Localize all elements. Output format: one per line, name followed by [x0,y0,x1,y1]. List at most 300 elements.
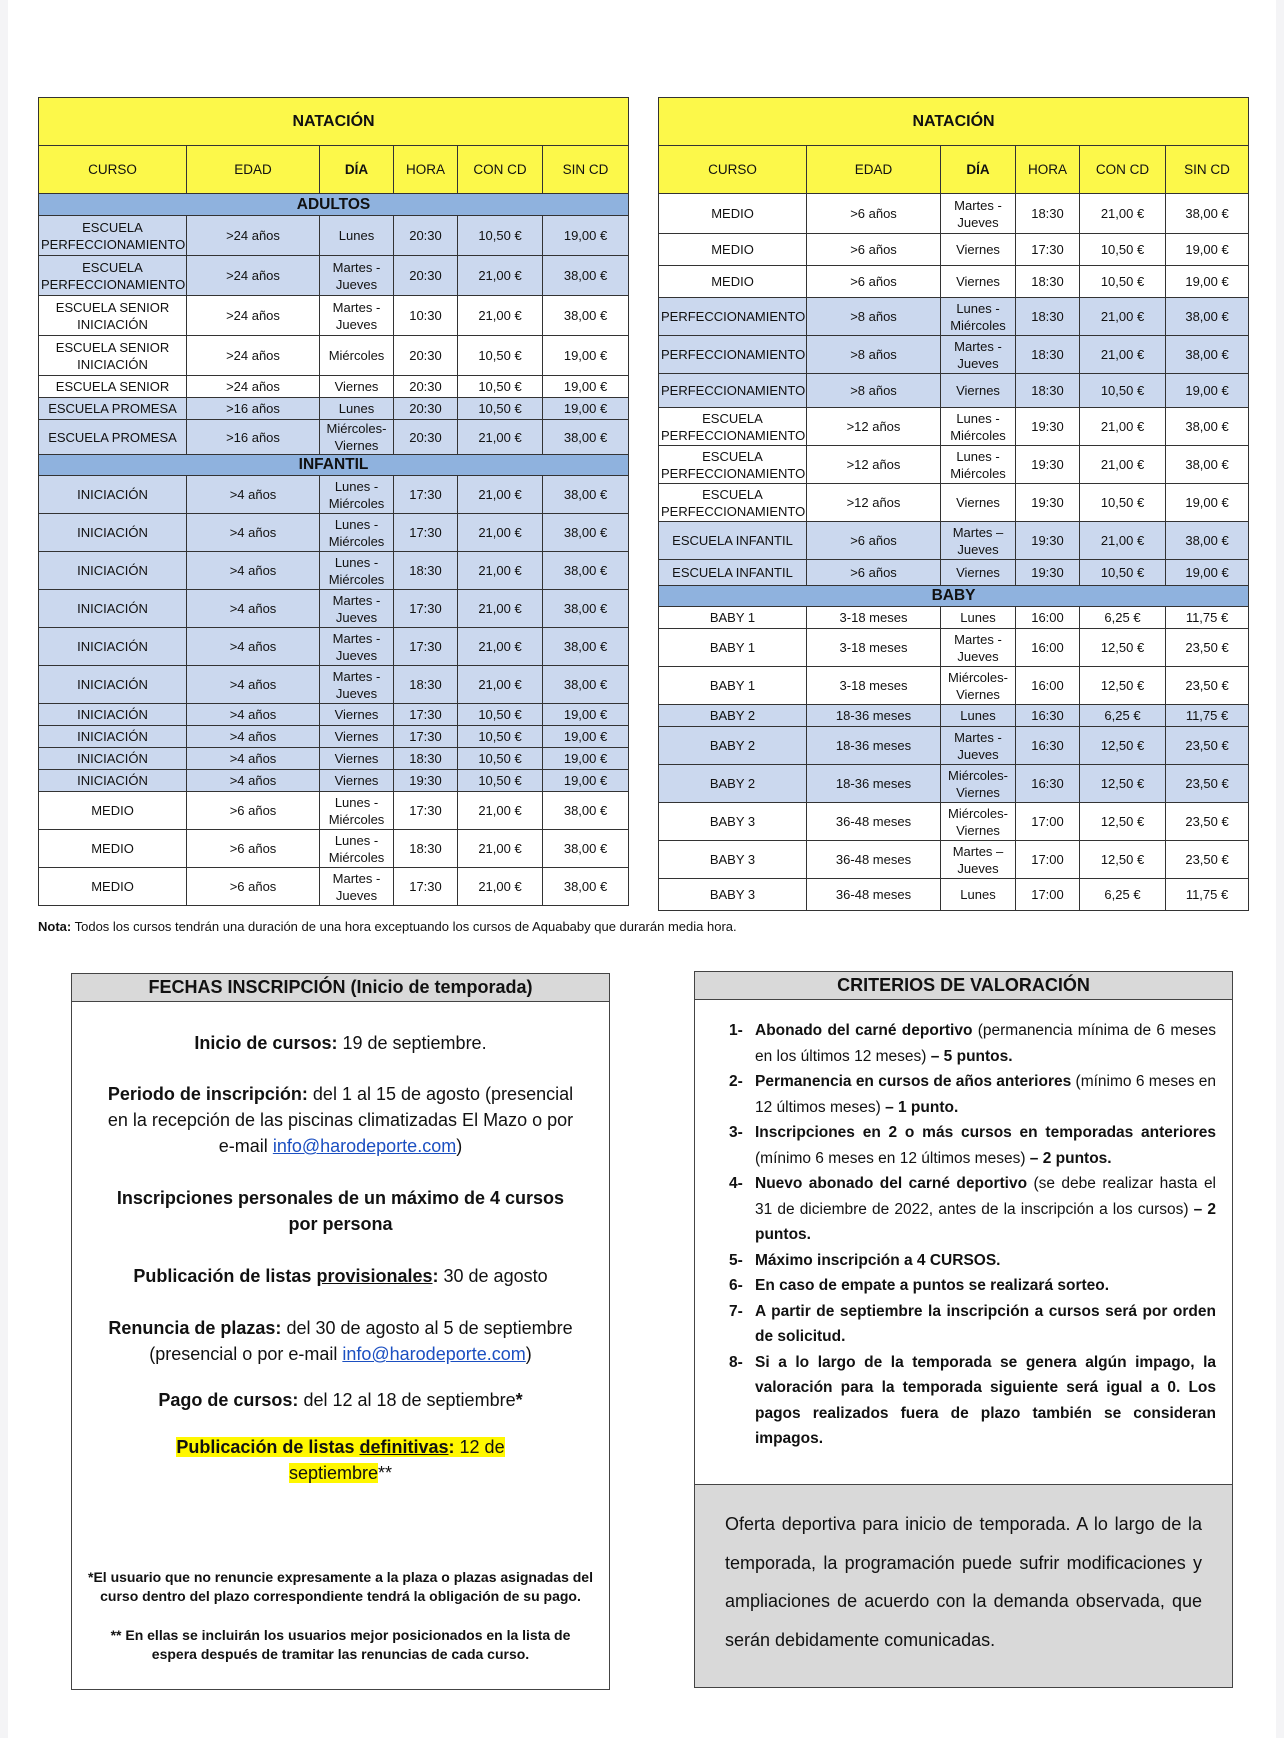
cell-dia: Lunes - Miércoles [941,446,1016,484]
cell-curso: BABY 2 [659,705,807,727]
criteria-number: 3- [729,1124,743,1141]
table-row [659,803,1249,841]
cell-curso: INICIACIÓN [39,704,187,726]
cell-dia: Viernes [941,234,1016,266]
column-header: SIN CD [1166,146,1249,194]
provisional-word: provisionales [316,1266,433,1286]
cell-dia: Martes - Jueves [320,296,394,336]
criteria-number: 7- [729,1302,743,1320]
cell-hora: 16:00 [1016,607,1080,629]
cell-curso: MEDIO [39,830,187,868]
cell-dia: Viernes [320,770,394,792]
provisional-label: Publicación de listas [133,1266,312,1286]
cell-dia: Lunes - Miércoles [320,792,394,830]
cell-hora: 19:30 [1016,522,1080,560]
cell-con: 21,00 € [458,552,543,590]
criteria-item [695,1248,1232,1274]
cell-curso: INICIACIÓN [39,770,187,792]
definitive-colon: : [448,1437,455,1457]
cell-dia: Lunes - Miércoles [320,552,394,590]
cell-edad: >4 años [187,726,320,748]
cell-hora: 16:30 [1016,705,1080,727]
course-payment-label: Pago de cursos: [158,1390,299,1410]
cell-con: 10,50 € [458,748,543,770]
cell-curso: INICIACIÓN [39,628,187,666]
cell-dia: Lunes [941,705,1016,727]
table-row [39,552,629,590]
cell-hora: 19:30 [1016,408,1080,446]
cell-edad: >6 años [807,560,941,586]
cell-curso: ESCUELA SENIOR INICIACIÓN [39,336,187,376]
cell-con: 12,50 € [1080,765,1166,803]
cell-sin: 23,50 € [1166,629,1249,667]
course-start-value: 19 de septiembre. [342,1033,487,1053]
cell-con: 12,50 € [1080,727,1166,765]
cell-hora: 17:00 [1016,841,1080,879]
cell-sin: 23,50 € [1166,765,1249,803]
table-row [659,374,1249,408]
cell-edad: >16 años [187,398,320,420]
cell-sin: 38,00 € [1166,446,1249,484]
cell-con: 21,00 € [1080,522,1166,560]
cell-sin: 38,00 € [543,296,629,336]
cell-hora: 20:30 [394,216,458,256]
cell-dia: Viernes [320,726,394,748]
cell-hora: 17:30 [394,628,458,666]
cell-con: 21,00 € [458,256,543,296]
cell-hora: 20:30 [394,398,458,420]
cell-hora: 16:00 [1016,667,1080,705]
table-row [659,194,1249,234]
cell-curso: ESCUELA PERFECCIONAMIENTO [39,256,187,296]
table-row [39,748,629,770]
cell-con: 6,25 € [1080,607,1166,629]
cell-curso: BABY 2 [659,727,807,765]
provisional-value: 30 de agosto [443,1266,548,1286]
cell-edad: >8 años [807,298,941,336]
cell-dia: Martes - Jueves [320,628,394,666]
cell-dia: Martes - Jueves [320,256,394,296]
cell-con: 21,00 € [458,628,543,666]
note-label: Nota: [38,919,72,934]
cell-curso: INICIACIÓN [39,726,187,748]
cell-sin: 23,50 € [1166,841,1249,879]
cell-hora: 17:30 [394,514,458,552]
cell-curso: PERFECCIONAMIENTO [659,336,807,374]
cell-curso: ESCUELA PROMESA [39,420,187,455]
cell-dia: Miércoles-Viernes [941,765,1016,803]
cell-con: 21,00 € [458,666,543,704]
column-header: SIN CD [543,146,629,194]
footnote-1: *El usuario que no renuncie expresamente a la plaza o plazas asignadas del curso dentro del plazo correspondiente tendrá la obligación de su pago. [88,1569,593,1604]
criteria-number: 6- [729,1277,743,1294]
column-header: EDAD [187,146,320,194]
cell-dia: Martes - Jueves [320,868,394,906]
criteria-points: – 2 puntos. [1029,1149,1112,1167]
evaluation-criteria-title: CRITERIOS DE VALORACIÓN [695,972,1232,1000]
definitive-label: Publicación de listas [176,1437,355,1457]
cell-curso: ESCUELA SENIOR [39,376,187,398]
cell-edad: >4 años [187,770,320,792]
cell-hora: 17:00 [1016,803,1080,841]
cell-con: 10,50 € [458,398,543,420]
cell-sin: 38,00 € [1166,336,1249,374]
cell-curso: INICIACIÓN [39,552,187,590]
cell-edad: >6 años [807,234,941,266]
table-title: NATACIÓN [39,98,629,146]
criteria-bold: Permanencia en cursos de años anteriores [755,1073,1072,1090]
schedule-table-left [38,97,629,906]
column-header: DÍA [320,146,394,194]
cell-con: 21,00 € [1080,336,1166,374]
section-header: INFANTIL [39,455,629,476]
cell-edad: >4 años [187,666,320,704]
cell-hora: 18:30 [1016,266,1080,298]
criteria-detail: (mínimo 6 meses en 12 últimos meses) [755,1073,1216,1116]
cell-dia: Martes - Jueves [941,336,1016,374]
offer-text: Oferta deportiva para inicio de temporada. A lo largo de la temporada, la programación puede sufrir modificaciones y ampliaciones de acuerdo con la demanda observada, que serán debidamente comunicadas. [695,1484,1232,1687]
table-row [659,336,1249,374]
criteria-detail: (permanencia mínima de 6 meses en los últimos 12 meses) [755,1022,1216,1065]
criteria-bold: Si a lo largo de la temporada se genera algún impago, la valoración para la temporada siguiente será igual a 0. Los pagos realizados fuera de plazo también se consideran impagos. [755,1353,1216,1447]
cell-sin: 11,75 € [1166,607,1249,629]
cell-con: 21,00 € [458,514,543,552]
cell-hora: 17:30 [394,726,458,748]
table-row [39,704,629,726]
cell-hora: 16:00 [1016,629,1080,667]
criteria-bold: A partir de septiembre la inscripción a cursos será por orden de solicitud. [755,1302,1216,1345]
cell-con: 21,00 € [458,830,543,868]
column-header: CURSO [659,146,807,194]
close-paren: ) [456,1136,463,1156]
cell-hora: 18:30 [394,666,458,704]
criteria-bold: En caso de empate a puntos se realizará sorteo. [755,1277,1110,1294]
cell-curso: MEDIO [39,868,187,906]
evaluation-criteria-box [694,971,1233,1688]
cell-dia: Miércoles-Viernes [941,667,1016,705]
column-header: EDAD [807,146,941,194]
cell-con: 6,25 € [1080,879,1166,911]
cell-edad: 36-48 meses [807,879,941,911]
cell-sin: 19,00 € [543,704,629,726]
cell-con: 21,00 € [1080,446,1166,484]
cell-hora: 18:30 [1016,374,1080,408]
cell-dia: Viernes [320,376,394,398]
cell-con: 10,50 € [458,726,543,748]
cell-sin: 38,00 € [1166,408,1249,446]
cell-sin: 38,00 € [543,830,629,868]
cell-hora: 17:30 [394,868,458,906]
cell-dia: Martes - Jueves [320,590,394,628]
criteria-item [695,1069,1232,1120]
cell-sin: 38,00 € [543,476,629,514]
cell-con: 21,00 € [1080,298,1166,336]
cell-dia: Viernes [941,266,1016,298]
cell-dia: Martes – Jueves [941,841,1016,879]
footnote-2: ** En ellas se incluirán los usuarios mejor posicionados en la lista de espera después de tramitar las renuncias de cada curso. [110,1627,571,1662]
cell-sin: 23,50 € [1166,727,1249,765]
cell-con: 12,50 € [1080,803,1166,841]
cell-hora: 19:30 [394,770,458,792]
document-page [8,0,1276,1738]
cell-con: 21,00 € [1080,408,1166,446]
definitive-word: definitivas [359,1437,449,1457]
course-start [106,1030,576,1056]
criteria-number: 1- [729,1022,743,1039]
cell-sin: 38,00 € [543,792,629,830]
cell-edad: >24 años [187,376,320,398]
cell-con: 12,50 € [1080,667,1166,705]
cell-hora: 20:30 [394,376,458,398]
cell-con: 10,50 € [1080,266,1166,298]
cell-hora: 18:30 [394,830,458,868]
cell-hora: 17:30 [394,476,458,514]
cell-dia: Lunes [320,398,394,420]
cell-dia: Lunes [941,879,1016,911]
table-row [39,376,629,398]
cell-hora: 17:30 [394,792,458,830]
cell-curso: INICIACIÓN [39,514,187,552]
cell-dia: Martes - Jueves [320,666,394,704]
cell-edad: >24 años [187,336,320,376]
criteria-number: 2- [729,1073,743,1090]
criteria-list [695,1018,1232,1452]
cell-sin: 19,00 € [543,748,629,770]
table-row [659,484,1249,522]
criteria-points: – 5 puntos. [930,1047,1013,1065]
table-row [659,234,1249,266]
cell-dia: Martes - Jueves [941,629,1016,667]
email-link-2[interactable]: info@harodeporte.com [342,1344,526,1364]
cell-hora: 19:30 [1016,446,1080,484]
cell-hora: 19:30 [1016,484,1080,522]
table-row [659,705,1249,727]
cell-con: 10,50 € [458,376,543,398]
table-row [659,298,1249,336]
cell-edad: >16 años [187,420,320,455]
cell-con: 10,50 € [458,216,543,256]
cell-hora: 16:30 [1016,765,1080,803]
criteria-number: 8- [729,1353,743,1371]
cell-edad: >4 años [187,552,320,590]
cell-con: 12,50 € [1080,629,1166,667]
criteria-item [695,1018,1232,1069]
cell-curso: ESCUELA PERFECCIONAMIENTO [39,216,187,256]
enrollment-dates-box [71,973,610,1690]
cell-sin: 38,00 € [543,628,629,666]
enrollment-period [106,1081,576,1159]
cell-sin: 19,00 € [1166,484,1249,522]
cell-edad: >4 años [187,476,320,514]
table-row [39,868,629,906]
cell-sin: 19,00 € [1166,266,1249,298]
cell-curso: MEDIO [659,266,807,298]
close-paren-2: ) [525,1344,532,1364]
cell-edad: >12 años [807,408,941,446]
criteria-number: 4- [729,1175,743,1192]
table-row [659,607,1249,629]
table-row [659,841,1249,879]
table-row [659,765,1249,803]
email-link[interactable]: info@harodeporte.com [272,1136,457,1156]
definitive-mark: ** [378,1463,393,1483]
cell-edad: 36-48 meses [807,841,941,879]
max-courses: Inscripciones personales de un máximo de 4 cursos por persona [116,1188,565,1234]
cell-hora: 19:30 [1016,560,1080,586]
criteria-detail: (se debe realizar hasta el 31 de diciembre de 2022, antes de la inscripción a los cursos) [755,1175,1217,1218]
criteria-item [695,1299,1232,1350]
cell-dia: Viernes [941,374,1016,408]
table-row [659,879,1249,911]
table-row [659,522,1249,560]
note-text: Todos los cursos tendrán una duración de una hora exceptuando los cursos de Aquababy que durarán media hora. [74,919,737,934]
table-row [39,726,629,748]
cell-sin: 23,50 € [1166,803,1249,841]
cell-curso: PERFECCIONAMIENTO [659,374,807,408]
enrollment-period-label: Periodo de inscripción: [107,1084,308,1104]
cell-con: 10,50 € [1080,234,1166,266]
definitive-value: 12 de septiembre [288,1437,505,1483]
cell-curso: ESCUELA PERFECCIONAMIENTO [659,446,807,484]
cell-dia: Lunes [320,216,394,256]
table-row [39,628,629,666]
cell-edad: >12 años [807,484,941,522]
cell-dia: Martes - Jueves [941,194,1016,234]
cell-sin: 38,00 € [543,514,629,552]
cell-curso: INICIACIÓN [39,666,187,704]
enrollment-dates-title: FECHAS INSCRIPCIÓN (Inicio de temporada) [72,974,609,1002]
table-row [39,476,629,514]
cell-sin: 19,00 € [543,398,629,420]
cell-edad: >4 años [187,704,320,726]
course-payment [106,1387,576,1413]
cell-edad: >6 años [807,522,941,560]
cell-dia: Miércoles-Viernes [941,803,1016,841]
cell-dia: Lunes - Miércoles [320,514,394,552]
cell-curso: ESCUELA PERFECCIONAMIENTO [659,408,807,446]
cell-con: 10,50 € [1080,374,1166,408]
cell-con: 10,50 € [1080,560,1166,586]
cell-curso: ESCUELA INFANTIL [659,560,807,586]
cell-curso: BABY 3 [659,879,807,911]
cell-edad: >6 años [187,830,320,868]
column-header: CON CD [1080,146,1166,194]
course-payment-value: del 12 al 18 de septiembre [303,1390,516,1410]
cell-curso: BABY 3 [659,803,807,841]
cell-edad: 3-18 meses [807,607,941,629]
cell-dia: Viernes [941,484,1016,522]
table-row [39,666,629,704]
cell-dia: Viernes [941,560,1016,586]
cell-sin: 38,00 € [543,256,629,296]
cell-con: 12,50 € [1080,841,1166,879]
cell-dia: Lunes - Miércoles [941,408,1016,446]
table-row [39,514,629,552]
cell-con: 10,50 € [458,770,543,792]
criteria-number: 5- [729,1251,743,1269]
cell-sin: 38,00 € [543,552,629,590]
criteria-points: – 2 puntos. [755,1200,1216,1243]
cell-edad: >4 años [187,590,320,628]
cell-sin: 11,75 € [1166,879,1249,911]
course-start-label: Inicio de cursos: [194,1033,338,1053]
cell-curso: ESCUELA INFANTIL [659,522,807,560]
cell-con: 21,00 € [458,420,543,455]
table-row [659,629,1249,667]
cell-curso: BABY 3 [659,841,807,879]
table-row [659,560,1249,586]
cell-curso: ESCUELA PERFECCIONAMIENTO [659,484,807,522]
cell-con: 21,00 € [458,296,543,336]
column-header: HORA [394,146,458,194]
criteria-detail: (mínimo 6 meses en 12 últimos meses) [755,1149,1030,1167]
cell-sin: 19,00 € [543,726,629,748]
cell-sin: 19,00 € [1166,374,1249,408]
cell-sin: 38,00 € [543,420,629,455]
cell-hora: 20:30 [394,336,458,376]
cell-sin: 19,00 € [543,376,629,398]
section-header: BABY [659,586,1249,607]
cell-con: 21,00 € [458,476,543,514]
cell-curso: ESCUELA PROMESA [39,398,187,420]
cell-hora: 20:30 [394,256,458,296]
cell-con: 21,00 € [458,590,543,628]
cell-curso: INICIACIÓN [39,590,187,628]
table-row [39,336,629,376]
cell-curso: MEDIO [659,234,807,266]
criteria-item [695,1273,1232,1299]
cell-dia: Miércoles [320,336,394,376]
column-header: CON CD [458,146,543,194]
cell-sin: 11,75 € [1166,705,1249,727]
cell-dia: Martes - Jueves [941,727,1016,765]
cell-sin: 38,00 € [543,590,629,628]
cell-dia: Martes – Jueves [941,522,1016,560]
table-row [39,216,629,256]
cell-edad: 3-18 meses [807,629,941,667]
cell-edad: 18-36 meses [807,765,941,803]
cell-edad: >12 años [807,446,941,484]
enrollment-period-value: del 1 al 15 de agosto (presencial en la recepción de las piscinas climatizadas El Mazo o por e-mail [107,1084,574,1156]
column-header: DÍA [941,146,1016,194]
cell-curso: BABY 1 [659,607,807,629]
cell-hora: 18:30 [394,748,458,770]
cell-edad: >4 años [187,628,320,666]
criteria-bold: Máximo inscripción a 4 CURSOS. [755,1251,1001,1269]
provisional-colon: : [432,1266,439,1286]
column-header: CURSO [39,146,187,194]
table-row [659,727,1249,765]
cell-sin: 23,50 € [1166,667,1249,705]
cell-edad: >4 años [187,748,320,770]
cell-hora: 18:30 [1016,336,1080,374]
schedule-table-right [658,97,1249,911]
cell-edad: >24 años [187,256,320,296]
table-row [659,667,1249,705]
table-row [39,398,629,420]
cell-hora: 10:30 [394,296,458,336]
cell-hora: 17:30 [394,704,458,726]
table-row [39,770,629,792]
cell-curso: ESCUELA SENIOR INICIACIÓN [39,296,187,336]
cell-edad: 18-36 meses [807,705,941,727]
cell-dia: Lunes [941,607,1016,629]
cell-curso: MEDIO [659,194,807,234]
cell-edad: >8 años [807,336,941,374]
cell-sin: 38,00 € [1166,194,1249,234]
table-row [659,408,1249,446]
cell-curso: BABY 1 [659,667,807,705]
